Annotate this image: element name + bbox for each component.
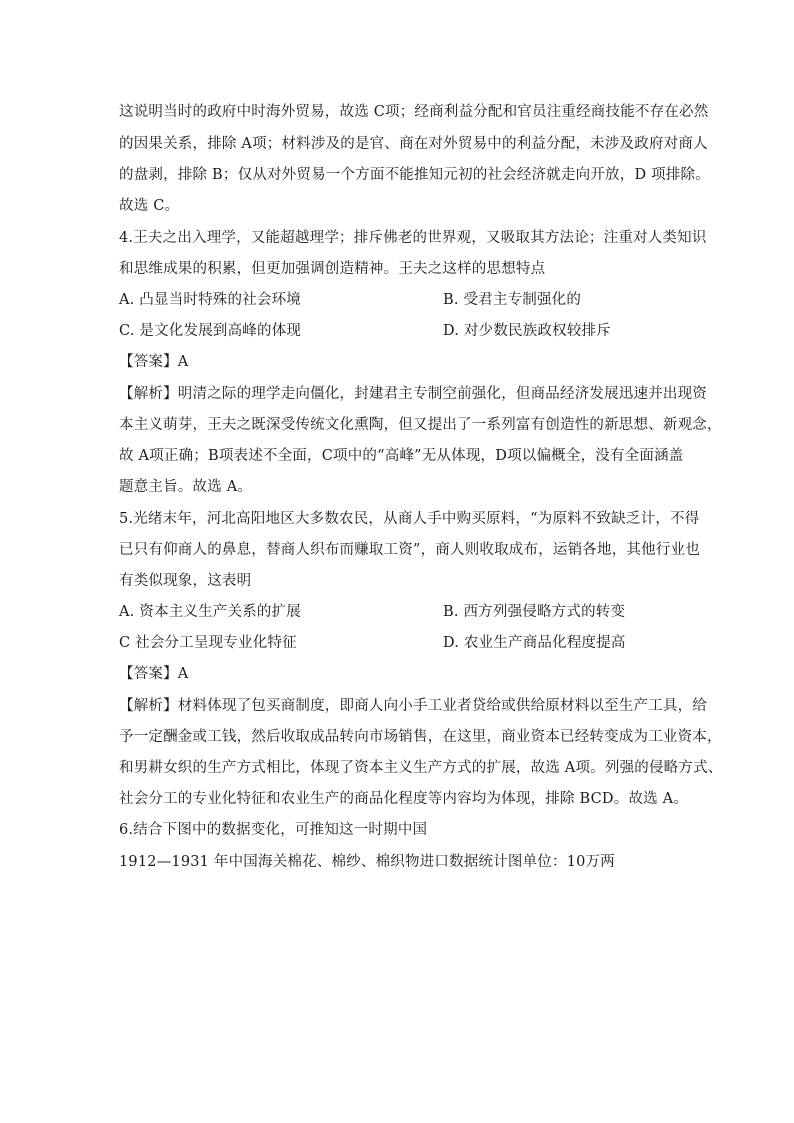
text-line: 故选 C。	[119, 198, 180, 214]
q4-option-d: D. 对少数民族政权较排斥	[443, 323, 611, 339]
question-6-stem: 6.结合下图中的数据变化，可推知这一时期中国	[119, 822, 428, 838]
question-5-stem: 有类似现象，这表明	[119, 573, 252, 589]
q5-option-c: C 社会分工呈现专业化特征	[119, 635, 297, 651]
q5-option-a: A. 资本主义生产关系的扩展	[119, 604, 301, 620]
q5-option-d: D. 农业生产商品化程度提高	[443, 635, 626, 651]
q4-analysis: 题意主旨。故选 A。	[119, 479, 253, 495]
question-5-stem: 5.光绪末年，河北高阳地区大多数农民，从商人手中购买原料，“为原料不致缺乏计，不得	[119, 511, 700, 527]
q5-analysis: 【解析】材料体现了包买商制度，即商人向小手工业者贷给或供给原材料以至生产工具，给	[119, 698, 707, 714]
q4-analysis: 故 A项正确；B项表述不全面，C项中的“高峰”无从体现，D项以偏概全，没有全面涵盖	[119, 448, 684, 464]
q4-option-c: C. 是文化发展到高峰的体现	[119, 323, 302, 339]
question-5-stem: 已只有仰商人的鼻息，替商人织布而赚取工资”，商人则收取成布，运销各地，其他行业也	[119, 542, 700, 558]
q5-option-b: B. 西方列强侵略方式的转变	[443, 604, 626, 620]
q4-option-a: A. 凸显当时特殊的社会环境	[119, 292, 301, 308]
q5-analysis: 社会分工的专业化特征和农业生产的商品化程度等内容均为体现，排除 BCD。故选 A。	[119, 791, 689, 807]
q5-analysis: 予一定酬金或工钱，然后收取成品转向市场销售，在这里，商业资本已经转变成为工业资本，	[119, 729, 722, 745]
figure-caption: 1912—1931 年中国海关棉花、棉纱、棉织物进口数据统计图单位：10万两	[119, 854, 615, 870]
q4-analysis: 【解析】明清之际的理学走向僵化，封建君主专制空前强化，但商品经济发展迅速并出现资	[119, 386, 707, 402]
text-line: 的盘剥，排除 B；仅从对外贸易一个方面不能推知元初的社会经济就走向开放，D 项排除。	[119, 167, 710, 183]
text-line: 这说明当时的政府中时海外贸易，故选 C项；经商利益分配和官员注重经商技能不存在必然	[119, 104, 709, 120]
text-line: 的因果关系，排除 A项；材料涉及的是官、商在对外贸易中的利益分配，未涉及政府对商人	[119, 136, 708, 152]
question-4-stem: 4.王夫之出入理学，又能超越理学；排斥佛老的世界观，又吸取其方法论；注重对人类知识	[119, 230, 707, 246]
question-4-stem: 和思维成果的积累，但更加强调创造精神。王夫之这样的思想特点	[119, 261, 546, 277]
q4-analysis: 本主义萌芽，王夫之既深受传统文化熏陶，但又提出了一系列富有创造性的新思想、新观念，	[119, 417, 722, 433]
q4-answer: 【答案】A	[119, 354, 189, 370]
q4-option-b: B. 受君主专制强化的	[443, 292, 582, 308]
q5-analysis: 和男耕女织的生产方式相比，体现了资本主义生产方式的扩展，故选 A项。列强的侵略方式、	[119, 760, 723, 776]
q5-answer: 【答案】A	[119, 666, 189, 682]
